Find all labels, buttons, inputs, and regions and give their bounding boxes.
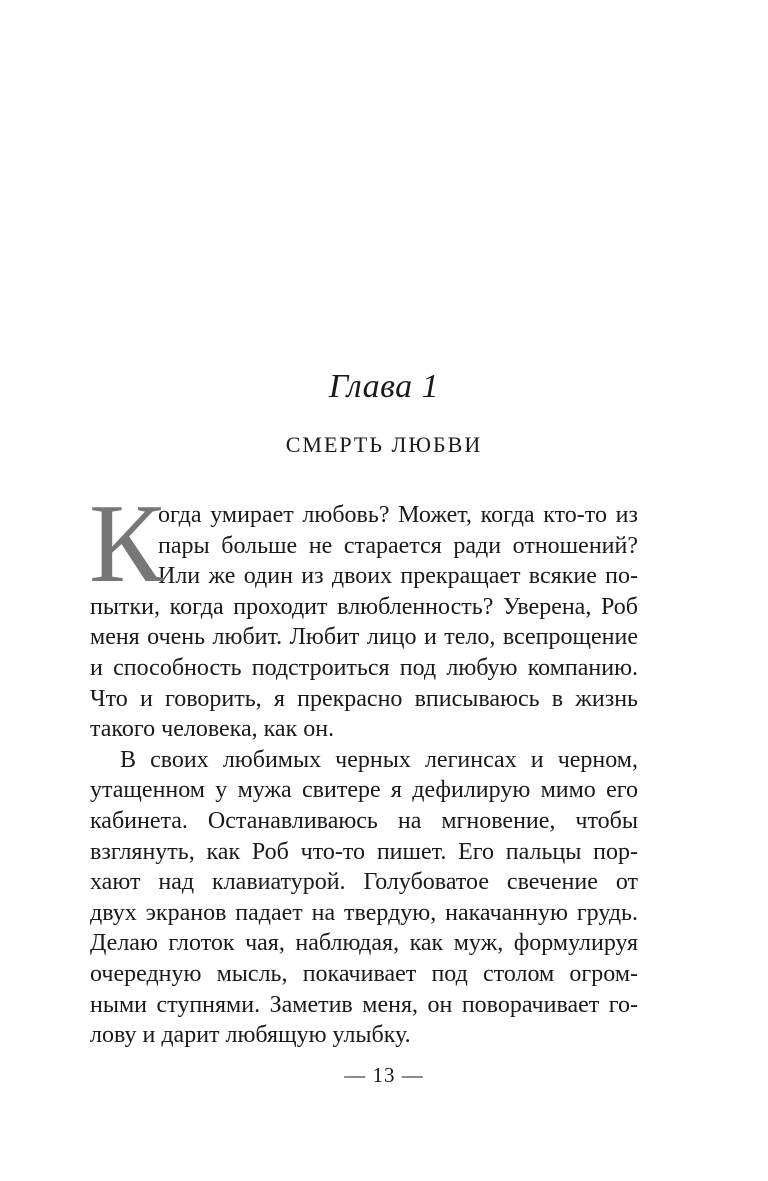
text-line: Что и говорить, я прекрасно вписываюсь в жизнь bbox=[90, 685, 638, 712]
paragraph-2 bbox=[90, 745, 638, 1051]
text-line: лову и дарит любящую улыбку. bbox=[90, 1022, 411, 1049]
text-line: пытки, когда проходит влюбленность? Уверена, Роб bbox=[90, 593, 638, 620]
text-line: очередную мысль, покачивает под столом огром- bbox=[90, 960, 638, 987]
text-line: хают над клавиатурой. Голубоватое свечение от bbox=[90, 869, 638, 896]
text-line: пары больше не старается ради отношений? bbox=[158, 532, 638, 559]
text-line: взглянуть, как Роб что-то пишет. Его пальцы пор- bbox=[90, 838, 638, 865]
body-text bbox=[89, 482, 638, 1051]
drop-cap: К bbox=[89, 482, 164, 606]
paragraph-1 bbox=[89, 482, 638, 745]
page-number: — 13 — bbox=[344, 1063, 424, 1087]
text-line: и способность подстроиться под любую компанию. bbox=[90, 654, 638, 681]
text-line: ными ступнями. Заметив меня, он поворачивает го- bbox=[90, 991, 638, 1018]
chapter-subtitle: СМЕРТЬ ЛЮБВИ bbox=[285, 432, 483, 457]
text-line: Делаю глоток чая, наблюдая, как муж, формулируя bbox=[90, 930, 638, 957]
text-line: меня очень любит. Любит лицо и тело, всепрощение bbox=[90, 624, 638, 651]
text-line: Или же один из двоих прекращает всякие по- bbox=[158, 563, 638, 590]
chapter-title: Глава 1 bbox=[328, 368, 440, 405]
text-line: такого человека, как он. bbox=[90, 716, 335, 743]
text-line: В своих любимых черных легинсах и черном, bbox=[120, 746, 638, 773]
text-line: двух экранов падает на твердую, накачанную грудь. bbox=[90, 899, 638, 926]
text-line: огда умирает любовь? Может, когда кто-то из bbox=[158, 502, 638, 528]
text-line: утащенном у мужа свитере я дефилирую мимо его bbox=[90, 777, 638, 804]
text-line: кабинета. Останавливаюсь на мгновение, чтобы bbox=[90, 807, 638, 834]
